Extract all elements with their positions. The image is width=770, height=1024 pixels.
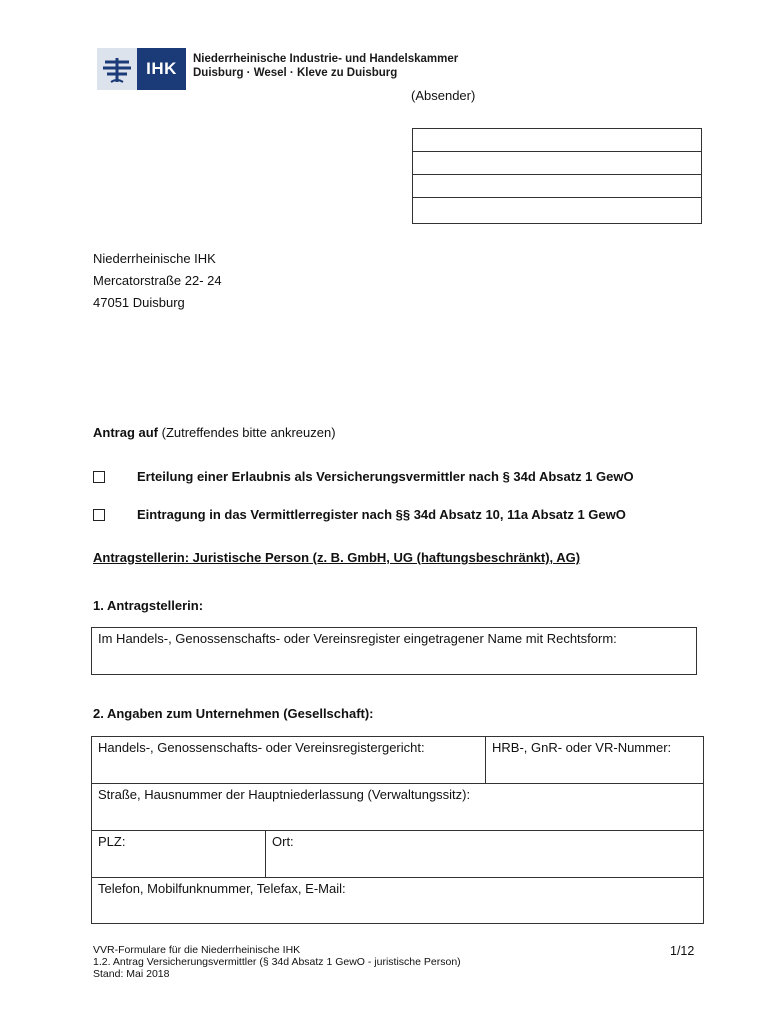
sender-line-2[interactable]: [413, 152, 701, 175]
page-number: 1/12: [670, 944, 695, 958]
checkbox-erlaubnis[interactable]: [93, 471, 105, 483]
application-heading: Antrag auf (Zutreffendes bitte ankreuzen): [93, 425, 336, 440]
applicant-type-heading: Antragstellerin: Juristische Person (z. B. GmbH, UG (haftungsbeschränkt), AG): [93, 550, 581, 565]
recipient-address: Niederrheinische IHK Mercatorstraße 22- 24 47051 Duisburg: [93, 251, 222, 310]
eagle-icon: [97, 48, 137, 90]
checkbox-eintragung[interactable]: [93, 509, 105, 521]
sender-line-1[interactable]: [413, 129, 701, 152]
sender-line-4[interactable]: [413, 198, 701, 221]
option-erlaubnis[interactable]: Erteilung einer Erlaubnis als Versicherungsvermittler nach § 34d Absatz 1 GewO: [93, 469, 634, 484]
ort-field[interactable]: Ort:: [265, 830, 704, 878]
sender-address-box[interactable]: [412, 128, 702, 224]
plz-field[interactable]: PLZ:: [91, 830, 266, 878]
sender-line-3[interactable]: [413, 175, 701, 198]
organization-name: Niederrheinische Industrie- und Handelskammer Duisburg · Wesel · Kleve zu Duisburg: [193, 53, 459, 79]
register-number-field[interactable]: HRB-, GnR- oder VR-Nummer:: [485, 736, 704, 784]
logo-text: IHK: [137, 48, 186, 90]
street-field[interactable]: Straße, Hausnummer der Hauptniederlassung (Verwaltungssitz):: [91, 783, 704, 831]
ihk-logo: [97, 48, 186, 90]
option-eintragung[interactable]: Eintragung in das Vermittlerregister nach §§ 34d Absatz 10, 11a Absatz 1 GewO: [93, 507, 626, 522]
company-name-field[interactable]: Im Handels-, Genossenschafts- oder Vereinsregister eingetragener Name mit Rechtsform:: [91, 627, 697, 675]
register-court-field[interactable]: Handels-, Genossenschafts- oder Vereinsregistergericht:: [91, 736, 486, 784]
section-1-title: 1. Antragstellerin:: [93, 598, 204, 613]
footer: VVR-Formulare für die Niederrheinische IHK 1.2. Antrag Versicherungsvermittler (§ 34d Absatz 1 GewO - juristische Person) Stand: Mai 2018: [93, 944, 461, 980]
contact-field[interactable]: Telefon, Mobilfunknummer, Telefax, E-Mail:: [91, 877, 704, 924]
sender-label: (Absender): [411, 88, 476, 103]
section-2-title: 2. Angaben zum Unternehmen (Gesellschaft):: [93, 706, 374, 721]
